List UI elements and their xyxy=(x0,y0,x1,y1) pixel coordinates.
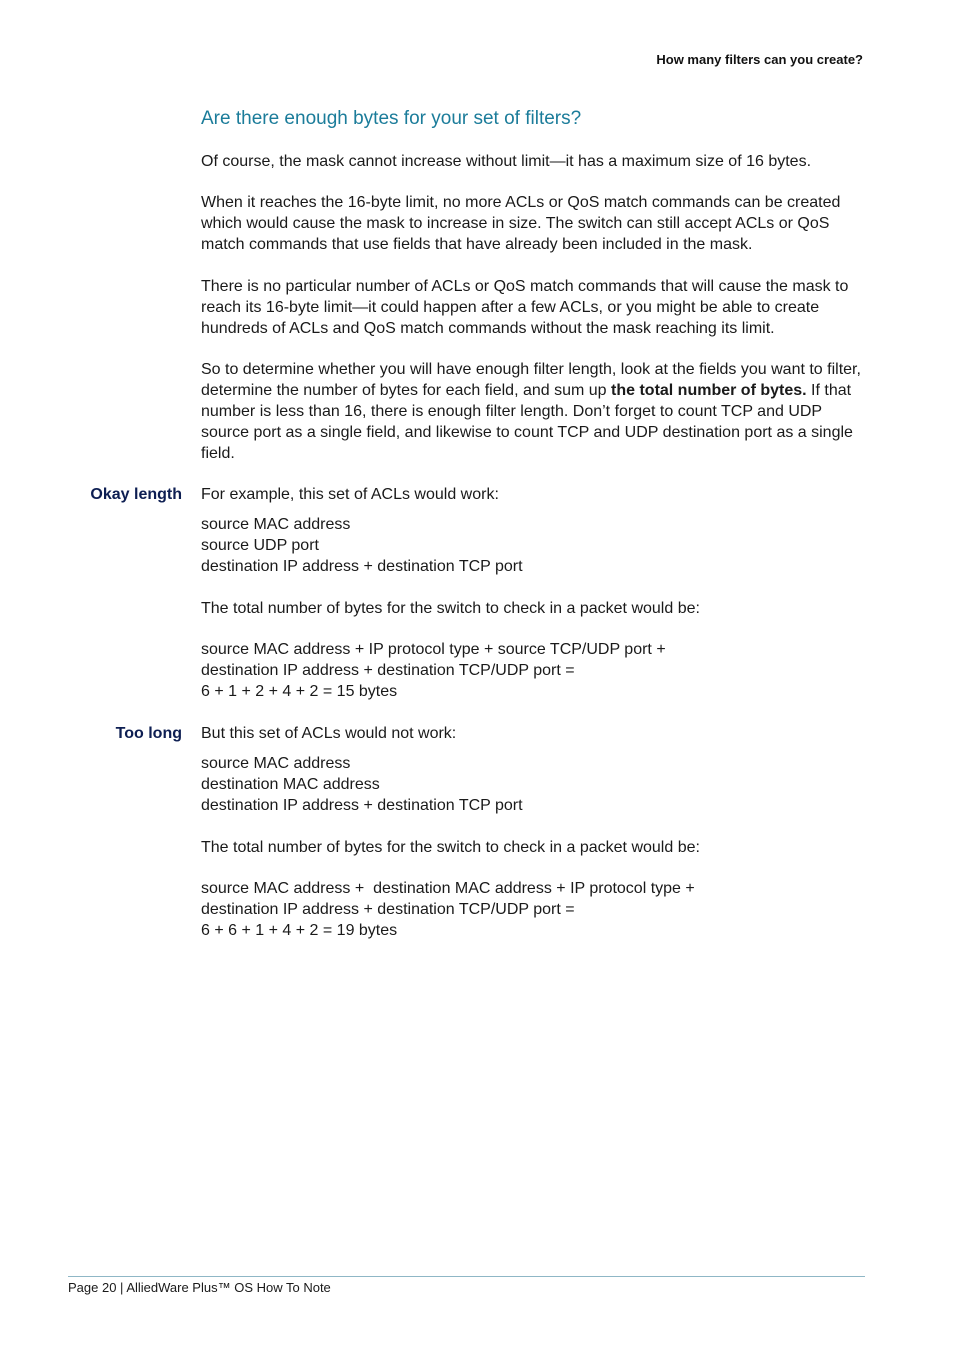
paragraph-text-start: So to determine whether you will have enough filter length, look at the fields you want to filter, determine the number of bytes for each field, and sum up xyxy=(201,361,861,399)
intro-paragraph-4 xyxy=(201,359,863,464)
acl-list-item: destination IP address + destination TCP port xyxy=(201,797,523,814)
paragraph-text: The total number of bytes for the switch to check in a packet would be: xyxy=(201,839,700,856)
okay-sum xyxy=(201,639,863,702)
paragraph-text-bold: the total number of bytes. xyxy=(611,382,807,399)
paragraph-text xyxy=(201,359,863,464)
okay-length-label: Okay length xyxy=(90,486,182,503)
section-title: Are there enough bytes for your set of filters? xyxy=(201,108,582,129)
acl-list-item: source MAC address xyxy=(201,755,351,772)
paragraph-text-end: If that number is less than 16, there is enough filter length. Don’t forget to count TCP and UDP source port as a single field, and likewise to count TCP and UDP destination port as a single field. xyxy=(201,382,853,462)
toolong-total-intro xyxy=(201,837,863,858)
too-long-label: Too long xyxy=(115,725,182,742)
toolong-intro xyxy=(201,723,863,744)
sum-line: 6 + 6 + 1 + 4 + 2 = 19 bytes xyxy=(201,922,398,939)
intro-paragraph-2 xyxy=(201,192,863,255)
sum-line: source MAC address + destination MAC address + IP protocol type + xyxy=(201,880,695,897)
sum-line: 6 + 1 + 2 + 4 + 2 = 15 bytes xyxy=(201,683,398,700)
intro-paragraph-3 xyxy=(201,276,863,339)
acl-list-item: source UDP port xyxy=(201,537,319,554)
okay-acl-list xyxy=(201,514,863,577)
paragraph-text: For example, this set of ACLs would work: xyxy=(201,486,499,503)
paragraph-text: Of course, the mask cannot increase without limit—it has a maximum size of 16 bytes. xyxy=(201,153,812,170)
footer-page-info: Page 20 | AlliedWare Plus™ OS How To Note xyxy=(68,1280,331,1295)
sum-line: source MAC address + IP protocol type + source TCP/UDP port + xyxy=(201,641,666,658)
toolong-acl-list xyxy=(201,753,863,816)
running-header-title: How many filters can you create? xyxy=(656,52,863,67)
okay-total-intro xyxy=(201,598,863,619)
acl-list-item: destination IP address + destination TCP port xyxy=(201,558,523,575)
footer-divider xyxy=(68,1276,865,1277)
paragraph-text: There is no particular number of ACLs or QoS match commands that will cause the mask to reach its 16-byte limit—it could happen after a few ACLs, or you might be able to create hundreds of ACLs and QoS match commands without the mask reaching its limit. xyxy=(201,278,849,337)
paragraph-text: When it reaches the 16-byte limit, no more ACLs or QoS match commands can be created which would cause the mask to increase in size. The switch can still accept ACLs or QoS match commands that use fields that have already been included in the mask. xyxy=(201,194,841,253)
sum-line: destination IP address + destination TCP/UDP port = xyxy=(201,662,575,679)
okay-intro xyxy=(201,484,863,505)
toolong-sum xyxy=(201,878,863,941)
intro-paragraph-1 xyxy=(201,151,863,172)
sum-line: destination IP address + destination TCP/UDP port = xyxy=(201,901,575,918)
acl-list-item: source MAC address xyxy=(201,516,351,533)
paragraph-text: But this set of ACLs would not work: xyxy=(201,725,457,742)
paragraph-text: The total number of bytes for the switch to check in a packet would be: xyxy=(201,600,700,617)
acl-list-item: destination MAC address xyxy=(201,776,380,793)
